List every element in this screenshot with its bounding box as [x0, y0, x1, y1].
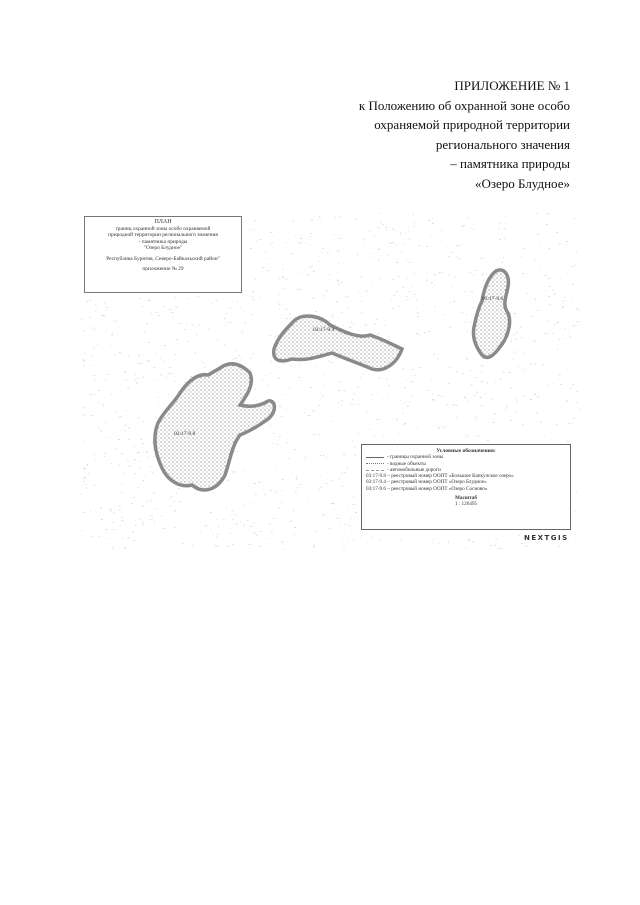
legend-title: Условные обозначения: — [436, 448, 496, 454]
legend-item-water-label: - водные объекты — [387, 460, 426, 467]
protected-zone-boundary-central — [274, 316, 402, 370]
plan-line-6: Республика Бурятия, Северо-Байкальский район" — [106, 255, 220, 262]
nextgis-logo: NEXTGIS — [524, 534, 569, 542]
scale-value: 1 : 126495 — [454, 501, 478, 508]
header-line-5: – памятника природы — [450, 156, 570, 171]
zone-label-b: 03:17-9.6 — [482, 296, 504, 302]
scale-label: Масштаб — [455, 495, 477, 502]
boundary-line-symbol — [366, 457, 384, 458]
protected-zone-boundary-south — [155, 364, 275, 490]
header-line-6: «Озеро Блудное» — [474, 175, 570, 191]
plan-line-4: - памятника природы — [138, 238, 188, 245]
road-line-symbol — [366, 470, 384, 471]
header-line-3: охраняемой природной территории — [374, 117, 570, 132]
legend-registry-1: 03:17-9.8 – реестровый номер ООПТ «Большое Капкучское озеро» — [366, 473, 514, 480]
legend-registry-3: 03:17-9.6 – реестровый номер ООПТ «Озеро Сосново» — [366, 485, 488, 492]
zone-label-a: 03:17-9.4 — [313, 327, 335, 333]
legend-registry-2: 03:17-9.4 – реестровый номер ООПТ «Озеро Блудное» — [366, 479, 487, 486]
plan-line-3: природной территории регионального значения — [108, 232, 218, 239]
plan-line-7: приложение № 29 — [142, 266, 184, 273]
header-line-2: к Положению об охранной зоне особо — [358, 97, 570, 113]
legend-item-boundary-label: - границы охранной зоны — [387, 454, 444, 461]
plan-line-5: "Озеро Блудное" — [143, 245, 183, 252]
plan-title: ПЛАН — [154, 219, 172, 225]
protected-zone-boundary-east — [473, 270, 509, 357]
plan-line-2: границ охранной зоны особо охраняемой — [115, 226, 211, 232]
header-line-1: ПРИЛОЖЕНИЕ № 1 — [454, 78, 570, 93]
legend-box — [361, 444, 571, 530]
scale-block — [366, 495, 566, 508]
header-line-4: регионального значения — [435, 136, 570, 152]
zone-label-c: 03:17-9.8 — [174, 431, 196, 437]
appendix-header — [240, 76, 570, 193]
water-line-symbol — [366, 463, 384, 464]
plan-title-box — [84, 216, 242, 293]
legend-item-roads-label: - автомобильные дороги — [387, 466, 441, 473]
